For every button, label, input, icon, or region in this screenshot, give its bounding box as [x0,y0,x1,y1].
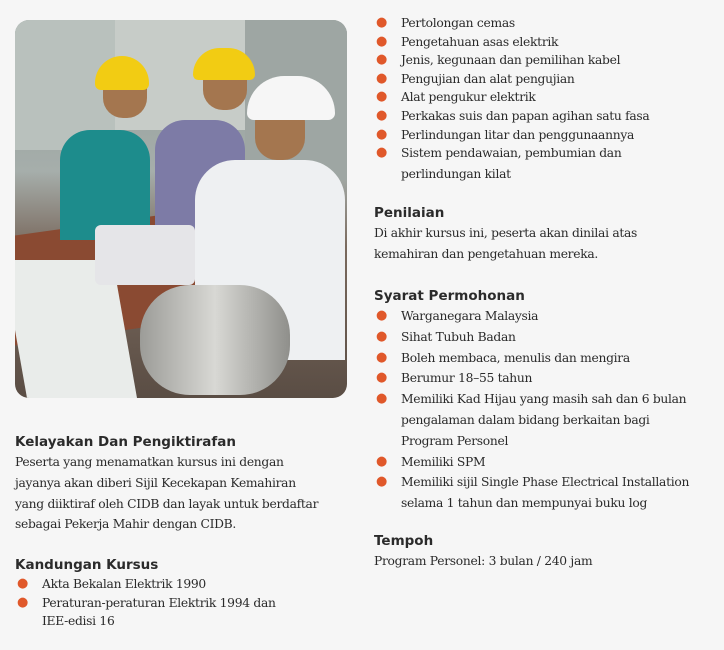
list-item-text: perlindungan kilat [401,166,511,181]
bullet-icon: ● [376,145,388,161]
bullet-icon: ● [376,15,388,30]
bullet-icon: ● [376,107,388,123]
list-item [374,144,719,163]
list-item-continuation [374,410,719,431]
bullet-icon: ● [376,70,388,86]
bullet-icon: ● [376,52,388,68]
bullet-icon: ● [376,33,388,49]
list-item-text: Berumur 18–55 tahun [401,371,533,386]
assessment-line: Di akhir kursus ini, peserta akan dinilai atas [374,226,638,240]
list-item-text: Warganegara Malaysia [401,309,539,323]
list-item-text: pengalaman dalam bidang berkaitan bagi [401,412,650,427]
assessment-line: kemahiran dan pengetahuan mereka. [374,246,599,261]
list-item [374,88,719,107]
list-item-text: Pengujian dan alat pengujian [401,71,575,86]
list-item [374,327,719,348]
list-item-continuation [374,163,719,185]
list-item [374,107,719,126]
list-item-text: IEE-edisi 16 [42,614,115,629]
list-item-text: Boleh membaca, menulis dan mengira [401,350,630,365]
list-item-text: Perkakas suis dan papan agihan satu fasa [401,108,650,123]
list-item [374,472,719,493]
training-photo [15,20,347,398]
list-item-text: Sihat Tubuh Badan [401,329,516,344]
bullet-icon: ● [376,126,388,142]
list-item-text: Program Personel [401,433,509,448]
list-item [374,348,719,369]
list-item-text: Memiliki SPM [401,454,486,469]
list-item [374,14,719,33]
course-content-list-continued [374,14,719,185]
list-item [374,368,719,389]
list-item-text: Memiliki Kad Hijau yang masih sah dan 6 bulan [401,392,687,407]
bullet-icon: ● [17,576,29,591]
course-content-list [15,575,360,631]
requirements-heading: Syarat Permohonan [374,288,525,304]
list-item [374,126,719,145]
bullet-icon: ● [376,370,388,386]
list-item [374,33,719,52]
list-item-continuation [374,431,719,452]
list-item-text: Pertolongan cemas [401,16,515,30]
list-item-text: Akta Bekalan Elektrik 1990 [42,577,206,591]
list-item [374,306,719,327]
recognition-line: sebagai Pekerja Mahir dengan CIDB. [15,517,237,532]
list-item [374,51,719,70]
duration-text: Program Personel: 3 bulan / 240 jam [374,554,593,568]
list-item-text: Memiliki sijil Single Phase Electrical Installation [401,475,690,490]
list-item [15,594,360,613]
recognition-line: yang diiktiraf oleh CIDB dan layak untuk berdaftar [15,496,319,511]
list-item [374,70,719,89]
list-item-text: selama 1 tahun dan mempunyai buku log [401,496,648,511]
list-item [374,389,719,410]
bullet-icon: ● [17,594,29,610]
course-content-heading: Kandungan Kursus [15,557,159,573]
recognition-line: jayanya akan diberi Sijil Kecekapan Kemahiran [15,475,296,490]
duration-heading: Tempoh [374,533,434,549]
list-item-text: Jenis, kegunaan dan pemilihan kabel [401,53,621,68]
bullet-icon: ● [376,328,388,344]
bullet-icon: ● [376,391,388,407]
recognition-heading: Kelayakan Dan Pengiktirafan [15,434,237,450]
list-item-continuation [374,493,719,514]
recognition-line: Peserta yang menamatkan kursus ini dengan [15,455,284,469]
bullet-icon: ● [376,308,388,323]
list-item [15,575,360,594]
bullet-icon: ● [376,349,388,365]
list-item-text: Perlindungan litar dan penggunaannya [401,127,634,142]
list-item-text: Pengetahuan asas elektrik [401,34,559,49]
requirements-list [374,306,719,514]
list-item-text: Peraturan-peraturan Elektrik 1994 dan [42,595,276,610]
bullet-icon: ● [376,89,388,105]
list-item-text: Sistem pendawaian, pembumian dan [401,146,622,161]
list-item [374,452,719,473]
bullet-icon: ● [376,453,388,469]
list-item-continuation [15,612,360,631]
bullet-icon: ● [376,474,388,490]
list-item-text: Alat pengukur elektrik [401,90,536,105]
assessment-heading: Penilaian [374,205,445,221]
